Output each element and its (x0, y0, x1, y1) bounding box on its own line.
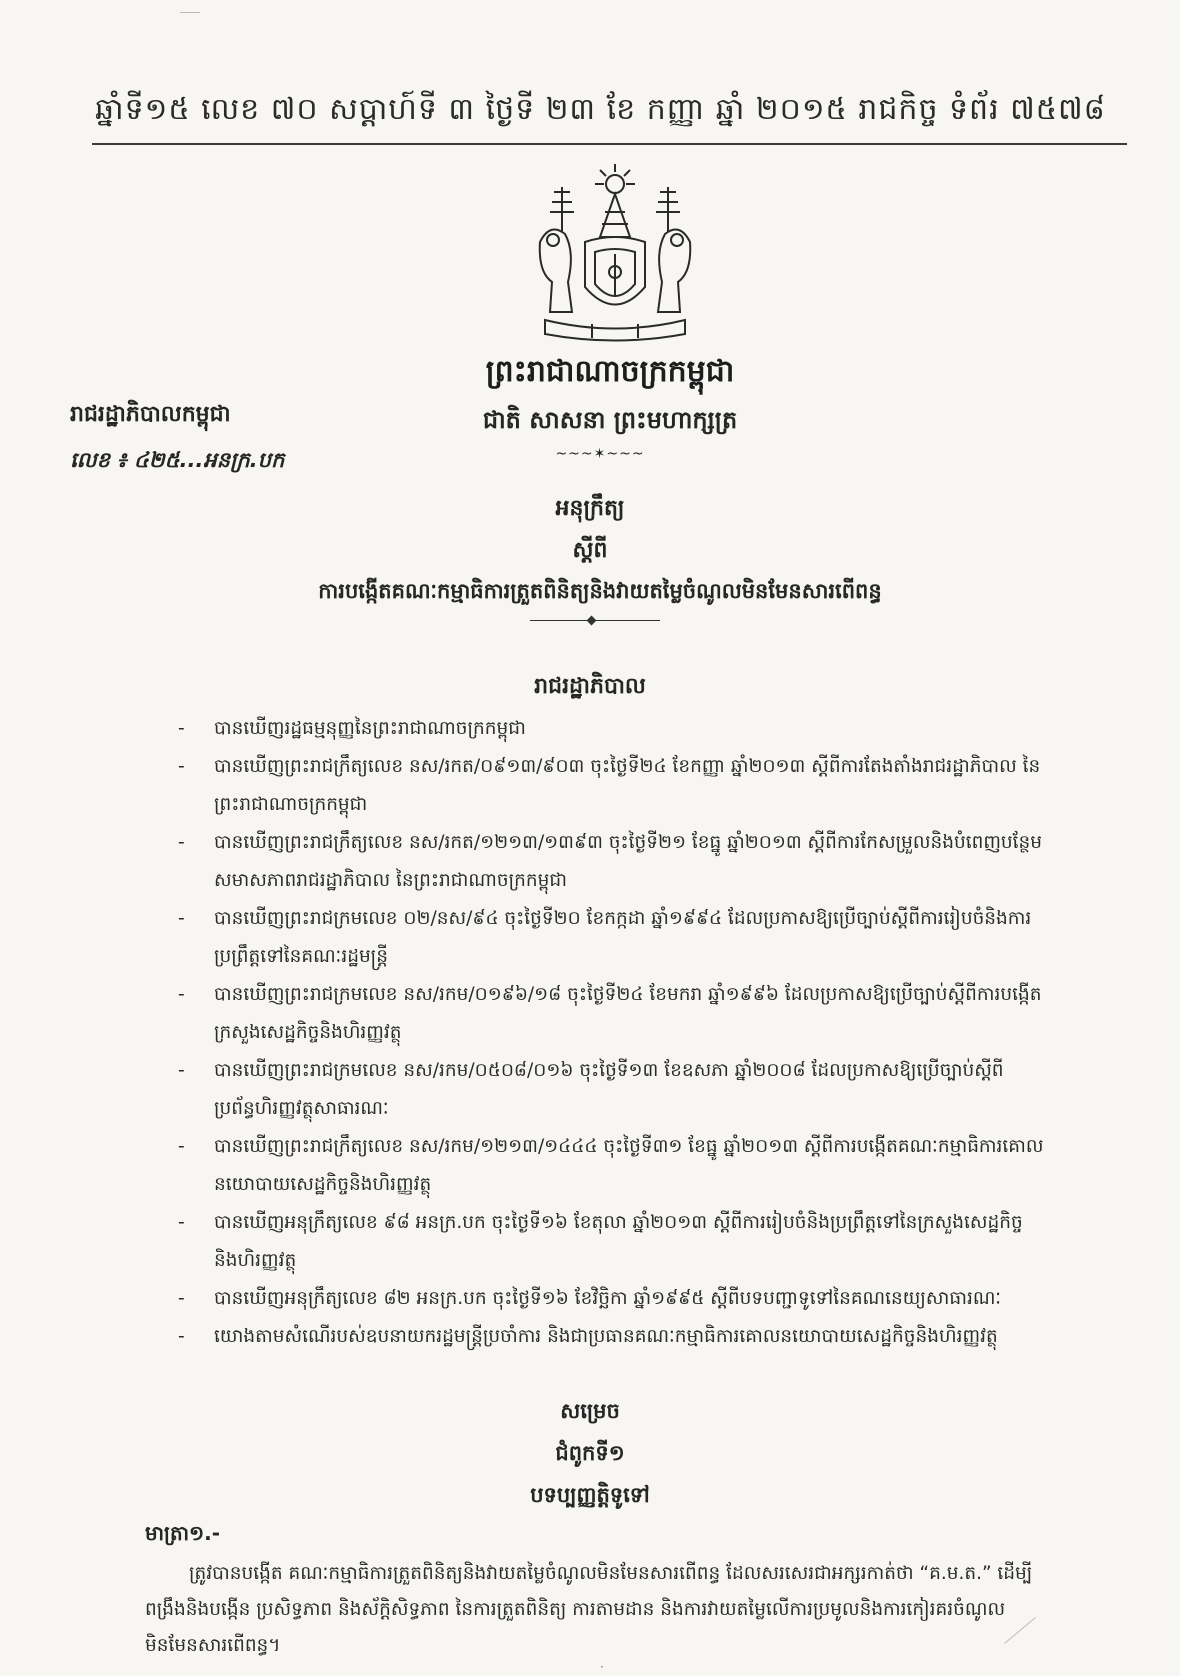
motto-ornament: ~~~✶~~~ (555, 446, 645, 462)
gazette-header: ឆ្នាំទី១៥ លេខ ៧០ សប្ដាហ៍ទី ៣ ថ្ងៃទី ២៣ ខែ កញ្ញា ឆ្នាំ ២០១៥ រាជកិច្ច ទំព័រ ៧៥៧៨ (95, 92, 1106, 127)
document-number: លេខ ៖ ៤២៥...អនក្រ.បក (70, 448, 285, 472)
document-type: អនុក្រឹត្យ (555, 496, 625, 521)
article-1-label: មាត្រា១.- (145, 1521, 221, 1545)
chapter-title: បទប្បញ្ញត្តិទូទៅ (530, 1483, 650, 1507)
recital-item: - បានឃើញព្រះរាជក្រមលេខ នស/រកម/០៥០៨/០១៦ ចុះថ្ងៃទី១៣ ខែឧសភា ឆ្នាំ២០០៨ ដែលប្រកាសឱ្យប្រើច្បាប់ស្ដីពីប្រព័ន្ធហិរញ្ញវត្ថុសាធារណៈ (178, 1060, 1004, 1119)
royal-arms-emblem (520, 162, 710, 347)
preamble-heading: រាជរដ្ឋាភិបាល (534, 674, 646, 699)
recital-item: - បានឃើញអនុក្រឹត្យលេខ ៩៨ អនក្រ.បក ចុះថ្ងៃទី១៦ ខែតុលា ឆ្នាំ២០១៣ ស្ដីពីការរៀបចំនិងប្រព្រឹត្តទៅនៃក្រសួងសេដ្ឋកិច្ចនិងហិរញ្ញវត្ថុ (178, 1212, 1023, 1271)
chapter-number: ជំពូកទី១ (555, 1441, 625, 1465)
recital-item: - បានឃើញព្រះរាជក្រឹត្យលេខ នស/រកត/០៩១៣/៩០៣ ចុះថ្ងៃទី២៤ ខែកញ្ញា ឆ្នាំ២០១៣ ស្ដីពីការតែងតាំងរាជរដ្ឋាភិបាល នៃព្រះរាជាណាចក្រកម្ពុជា (178, 756, 1041, 815)
national-motto: ជាតិ សាសនា ព្រះមហាក្សត្រ (482, 406, 738, 434)
document-about: ស្ដីពី (572, 538, 608, 563)
recital-item: - បានឃើញព្រះរាជក្រឹត្យលេខ នស/រកត/១២១៣/១៣៩៣ ចុះថ្ងៃទី២១ ខែធ្នូ ឆ្នាំ២០១៣ ស្ដីពីការកែសម្រួលនិងបំពេញបន្ថែមសមាសភាពរាជរដ្ឋាភិបាល នៃព្រះរាជាណាចក្រកម្ពុជា (178, 832, 1043, 891)
decision-heading: សម្រេច (560, 1399, 620, 1423)
recital-item: - បានឃើញព្រះរាជក្រមលេខ នស/រកម/០១៩៦/១៨ ចុះថ្ងៃទី២៤ ខែមករា ឆ្នាំ១៩៩៦ ដែលប្រកាសឱ្យប្រើច្បាប់ស្ដីពីការបង្កើតក្រសួងសេដ្ឋកិច្ចនិងហិរញ្ញវត្ថុ (178, 984, 1042, 1043)
article-1-body: ត្រូវបានបង្កើត គណៈកម្មាធិការត្រួតពិនិត្យនិងវាយតម្លៃចំណូលមិនមែនសារពើពន្ធ ដែលសរសេរជាអក្សរកាត់ថា “គ.ម.ត.” ដើម្បីពង្រឹងនិងបង្កើន ប្រសិទ្ធភាព និងស័ក្ដិសិទ្ធភាព នៃការត្រួតពិនិត្យ ការតាមដាន និងការវាយតម្លៃលើការប្រមូលនិងការកៀរគរចំណូលមិនមែនសារពើពន្ធ។ (145, 1563, 1033, 1656)
recital-item: - បានឃើញព្រះរាជក្រឹត្យលេខ នស/រកម/១២១៣/១៤៤៤ ចុះថ្ងៃទី៣១ ខែធ្នូ ឆ្នាំ២០១៣ ស្ដីពីការបង្កើតគណៈកម្មាធិការគោលនយោបាយសេដ្ឋកិច្ចនិងហិរញ្ញវត្ថុ (178, 1136, 1044, 1195)
recital-item: - យោងតាមសំណើរបស់ឧបនាយករដ្ឋមន្ត្រីប្រចាំការ និងជាប្រធានគណៈកម្មាធិការគោលនយោបាយសេដ្ឋកិច្ចនិងហិរញ្ញវត្ថុ (178, 1326, 998, 1347)
recital-item: - បានឃើញរដ្ឋធម្មនុញ្ញនៃព្រះរាជាណាចក្រកម្ពុជា (178, 718, 526, 739)
recital-item: - បានឃើញព្រះរាជក្រមលេខ ០២/នស/៩៤ ចុះថ្ងៃទី២០ ខែកក្កដា ឆ្នាំ១៩៩៤ ដែលប្រកាសឱ្យប្រើច្បាប់ស្ដីពីការរៀបចំនិងការប្រព្រឹត្តទៅនៃគណៈរដ្ឋមន្ត្រី (178, 908, 1032, 967)
document-subject: ការបង្កើតគណៈកម្មាធិការត្រួតពិនិត្យនិងវាយតម្លៃចំណូលមិនមែនសារពើពន្ធ (318, 579, 882, 603)
recital-item: - បានឃើញអនុក្រឹត្យលេខ ៨២ អនក្រ.បក ចុះថ្ងៃទី១៦ ខែវិច្ឆិកា ឆ្នាំ១៩៩៥ ស្ដីពីបទបញ្ជាទូទៅនៃគណនេយ្យសាធារណៈ (178, 1288, 1002, 1309)
subject-divider (530, 620, 660, 621)
page-mark: · (600, 1660, 604, 1674)
recitals-list (178, 710, 1053, 1356)
issuing-government: រាជរដ្ឋាភិបាលកម្ពុជា (70, 402, 231, 427)
scan-mark (180, 12, 200, 13)
kingdom-title: ព្រះរាជាណាចក្រកម្ពុជា (485, 354, 735, 389)
header-divider (92, 143, 1127, 145)
